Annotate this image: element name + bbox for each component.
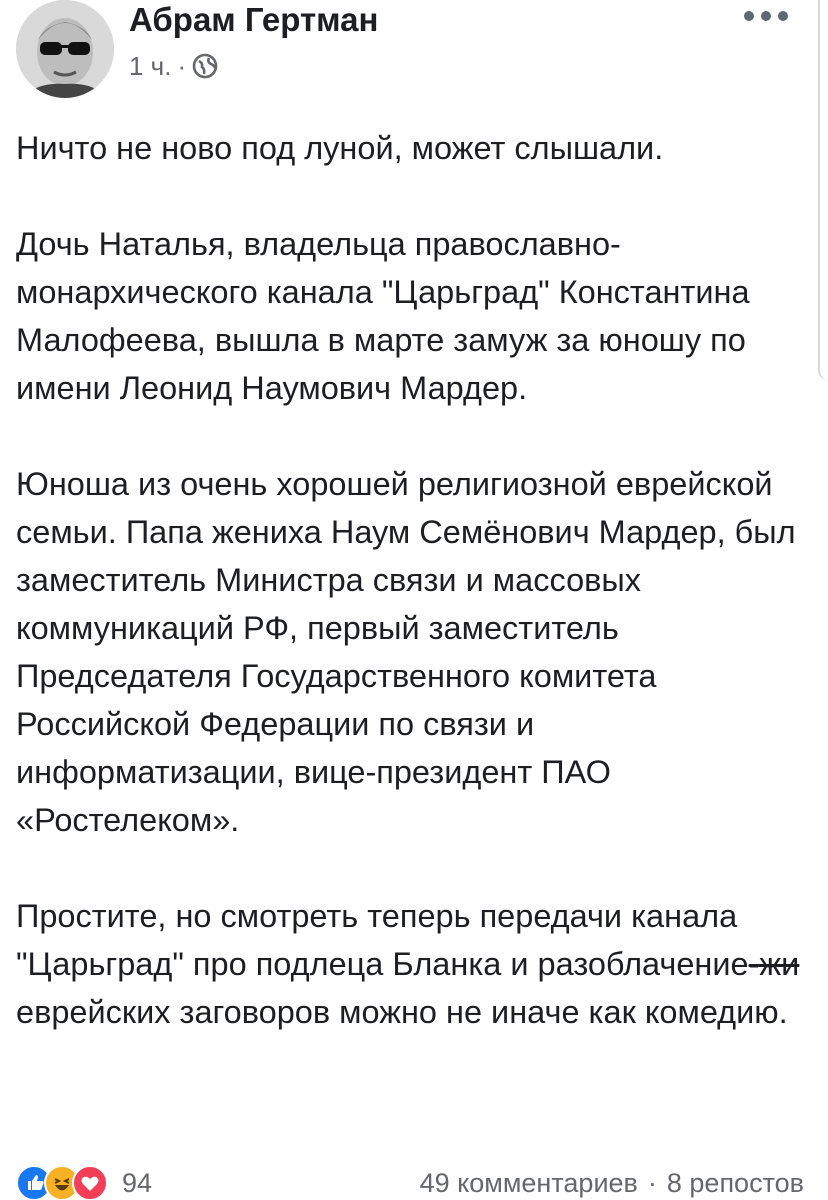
comments-count-link[interactable]: 49 комментариев — [419, 1167, 638, 1198]
post-meta — [129, 48, 218, 84]
post-text-segment: Простите, но смотреть теперь передачи канала "Царьград" про подлеца Бланка и разоблачение — [16, 898, 749, 982]
meta-separator: · — [177, 50, 187, 81]
post-time[interactable]: 1 ч. — [129, 50, 172, 81]
reaction-count: 94 — [122, 1167, 153, 1198]
love-icon — [72, 1165, 108, 1200]
author-avatar[interactable] — [16, 0, 114, 98]
post-footer — [0, 1166, 828, 1200]
engagement-counts — [420, 1166, 804, 1200]
post-paragraph: Юноша из очень хорошей религиозной еврейской семьи. Папа жениха Наум Семёнович Мардер, был заместитель Министра связи и массовых коммуникаций РФ, первый заместитель Председателя Государственного комитета Российской Федерации по связи и информатизации, вице-президент ПАО «Ростелеком». — [16, 466, 796, 838]
author-name[interactable]: Абрам Гертман — [129, 1, 379, 38]
post-text-segment: еврейских заговоров можно не иначе как комедию. — [16, 946, 818, 1030]
post-paragraph — [16, 892, 818, 1036]
post-header — [0, 0, 828, 110]
scrollbar[interactable] — [818, 0, 828, 380]
shares-count-link[interactable]: 8 репостов — [666, 1167, 804, 1198]
post-text — [16, 124, 818, 1084]
avatar-image — [16, 0, 114, 98]
more-options-icon[interactable] — [744, 4, 788, 28]
globe-icon — [192, 53, 218, 79]
post-paragraph: Дочь Наталья, владельца православно-монархического канала "Царьград" Константина Малофеева, вышла в марте замуж за юношу по имени Леонид Наумович Мардер. — [16, 226, 750, 406]
reactions-summary[interactable] — [16, 1166, 152, 1200]
footer-separator: · — [647, 1167, 657, 1198]
struck-text: -жи — [748, 946, 800, 982]
post-paragraph: Ничто не ново под луной, может слышали. — [16, 130, 664, 166]
